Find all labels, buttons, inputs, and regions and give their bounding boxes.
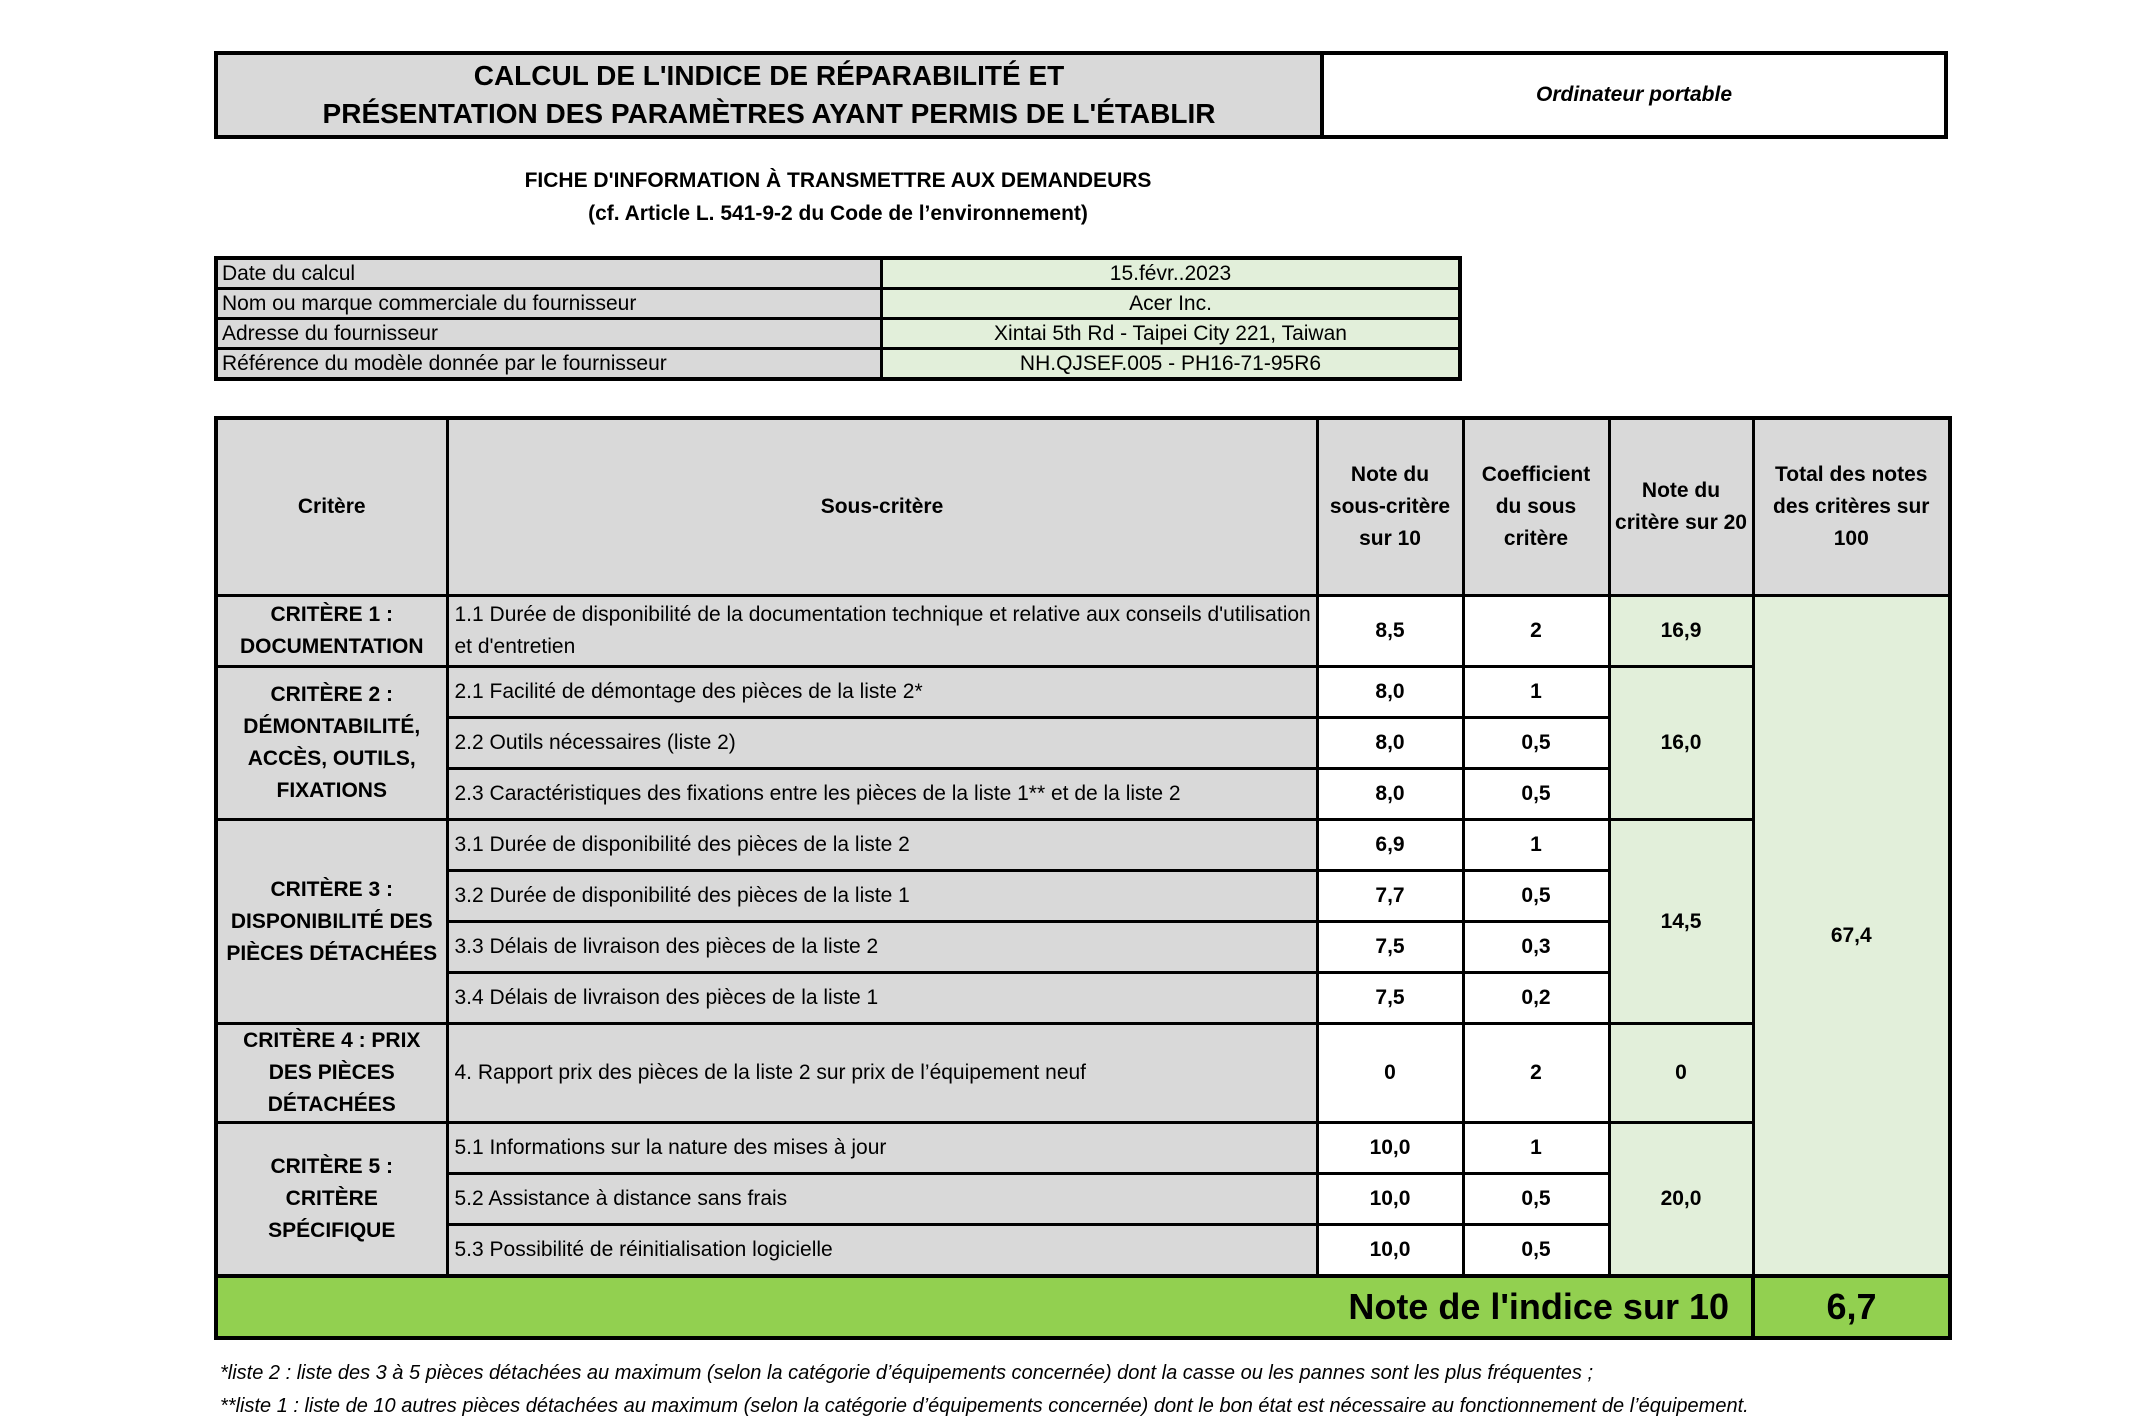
sub-criterion: 1.1 Durée de disponibilité de la documentation technique et relative aux conseils d'utilisation et d'entretien: [447, 596, 1317, 667]
subtitle: [214, 164, 1462, 230]
table-row: [216, 667, 1950, 718]
criterion-note: 0: [1609, 1024, 1753, 1123]
sub-criterion-coefficient: 2: [1463, 1024, 1609, 1123]
info-label: Date du calcul: [216, 258, 882, 289]
header-coefficient: Coefficient du sous critère: [1463, 418, 1609, 596]
sub-criterion-coefficient: 0,2: [1463, 973, 1609, 1024]
info-value: 15.févr..2023: [882, 258, 1461, 289]
info-row: [216, 258, 1460, 289]
sub-criterion: 2.2 Outils nécessaires (liste 2): [447, 718, 1317, 769]
criterion-note: 16,9: [1609, 596, 1753, 667]
sub-criterion: 3.4 Délais de livraison des pièces de la liste 1: [447, 973, 1317, 1024]
sub-criterion: 5.3 Possibilité de réinitialisation logicielle: [447, 1225, 1317, 1277]
sub-criterion: 2.1 Facilité de démontage des pièces de la liste 2*: [447, 667, 1317, 718]
info-row: [216, 289, 1460, 319]
sub-criterion-note: 6,9: [1317, 820, 1463, 871]
header-note-critere: Note du critère sur 20: [1609, 418, 1753, 596]
sub-criterion-coefficient: 0,5: [1463, 1174, 1609, 1225]
sub-criterion-note: 8,0: [1317, 667, 1463, 718]
sub-criterion: 3.2 Durée de disponibilité des pièces de la liste 1: [447, 871, 1317, 922]
header-sous-critere: Sous-critère: [447, 418, 1317, 596]
header-note-sous-critere: Note du sous-critère sur 10: [1317, 418, 1463, 596]
sub-criterion: 3.3 Délais de livraison des pièces de la liste 2: [447, 922, 1317, 973]
criterion-note: 20,0: [1609, 1123, 1753, 1277]
sub-criterion: 5.1 Informations sur la nature des mises à jour: [447, 1123, 1317, 1174]
product-category: Ordinateur portable: [1535, 83, 1733, 106]
table-row: [216, 1123, 1950, 1174]
criterion-label: CRITÈRE 1 : DOCUMENTATION: [216, 596, 447, 667]
sub-criterion-coefficient: 1: [1463, 667, 1609, 718]
info-row: [216, 349, 1460, 380]
sub-criterion-coefficient: 1: [1463, 1123, 1609, 1174]
sub-criterion-note: 7,5: [1317, 922, 1463, 973]
sub-criterion-note: 8,0: [1317, 718, 1463, 769]
info-label: Nom ou marque commerciale du fournisseur: [216, 289, 882, 319]
sub-criterion-note: 10,0: [1317, 1225, 1463, 1277]
info-value: NH.QJSEF.005 - PH16-71-95R6: [882, 349, 1461, 380]
criterion-note: 16,0: [1609, 667, 1753, 820]
repairability-score-table: [214, 416, 1952, 1340]
criterion-label: CRITÈRE 4 : PRIX DES PIÈCES DÉTACHÉES: [216, 1024, 447, 1123]
sub-criterion-note: 0: [1317, 1024, 1463, 1123]
sub-criterion-coefficient: 0,5: [1463, 1225, 1609, 1277]
sub-criterion-note: 10,0: [1317, 1123, 1463, 1174]
footnote-list-2: *liste 2 : liste des 3 à 5 pièces détachées au maximum (selon la catégorie d’équipements concernée) dont la casse ou les pannes sont les plus fréquentes ;: [220, 1362, 1594, 1384]
table-row: [216, 820, 1950, 871]
sub-criterion-note: 7,5: [1317, 973, 1463, 1024]
total-score: 67,4: [1753, 596, 1950, 1277]
header-box: [214, 51, 1948, 139]
sub-criterion-coefficient: 2: [1463, 596, 1609, 667]
title-line-2: PRÉSENTATION DES PARAMÈTRES AYANT PERMIS DE L'ÉTABLIR: [322, 98, 1216, 129]
sub-criterion-note: 8,0: [1317, 769, 1463, 820]
supplier-info-table: [214, 256, 1462, 381]
sub-criterion-coefficient: 0,5: [1463, 718, 1609, 769]
sub-criterion-coefficient: 1: [1463, 820, 1609, 871]
info-label: Référence du modèle donnée par le fournisseur: [216, 349, 882, 380]
sub-criterion-coefficient: 0,5: [1463, 871, 1609, 922]
sub-criterion: 5.2 Assistance à distance sans frais: [447, 1174, 1317, 1225]
final-score-value: 6,7: [1753, 1276, 1950, 1338]
document-title: [218, 55, 1324, 135]
sub-criterion-note: 8,5: [1317, 596, 1463, 667]
final-score-label: Note de l'indice sur 10: [216, 1276, 1753, 1338]
sub-criterion: 2.3 Caractéristiques des fixations entre les pièces de la liste 1** et de la liste 2: [447, 769, 1317, 820]
sub-criterion: 4. Rapport prix des pièces de la liste 2 sur prix de l’équipement neuf: [447, 1024, 1317, 1123]
sub-criterion-coefficient: 0,5: [1463, 769, 1609, 820]
header-critere: Critère: [216, 418, 447, 596]
sub-criterion-note: 10,0: [1317, 1174, 1463, 1225]
sub-criterion-coefficient: 0,3: [1463, 922, 1609, 973]
final-score-row: [216, 1276, 1950, 1338]
sub-criterion: 3.1 Durée de disponibilité des pièces de la liste 2: [447, 820, 1317, 871]
footnote-list-1: **liste 1 : liste de 10 autres pièces détachées au maximum (selon la catégorie d’équipements concernée) dont le bon état est nécessaire au fonctionnement de l’équipement.: [220, 1395, 1749, 1417]
sub-criterion-note: 7,7: [1317, 871, 1463, 922]
criterion-label: CRITÈRE 3 : DISPONIBILITÉ DES PIÈCES DÉTACHÉES: [216, 820, 447, 1024]
subtitle-line-2: (cf. Article L. 541-9-2 du Code de l’environnement): [588, 202, 1088, 225]
info-value: Acer Inc.: [882, 289, 1461, 319]
info-row: [216, 319, 1460, 349]
header-total: Total des notes des critères sur 100: [1753, 418, 1950, 596]
info-value: Xintai 5th Rd - Taipei City 221, Taiwan: [882, 319, 1461, 349]
info-label: Adresse du fournisseur: [216, 319, 882, 349]
subtitle-line-1: FICHE D'INFORMATION À TRANSMETTRE AUX DEMANDEURS: [524, 169, 1152, 192]
title-line-1: CALCUL DE L'INDICE DE RÉPARABILITÉ ET: [473, 60, 1065, 91]
criterion-label: CRITÈRE 5 : CRITÈRE SPÉCIFIQUE: [216, 1123, 447, 1277]
table-row: [216, 1024, 1950, 1123]
table-row: [216, 596, 1950, 667]
table-header-row: [216, 418, 1950, 596]
criterion-note: 14,5: [1609, 820, 1753, 1024]
criterion-label: CRITÈRE 2 : DÉMONTABILITÉ, ACCÈS, OUTILS, FIXATIONS: [216, 667, 447, 820]
